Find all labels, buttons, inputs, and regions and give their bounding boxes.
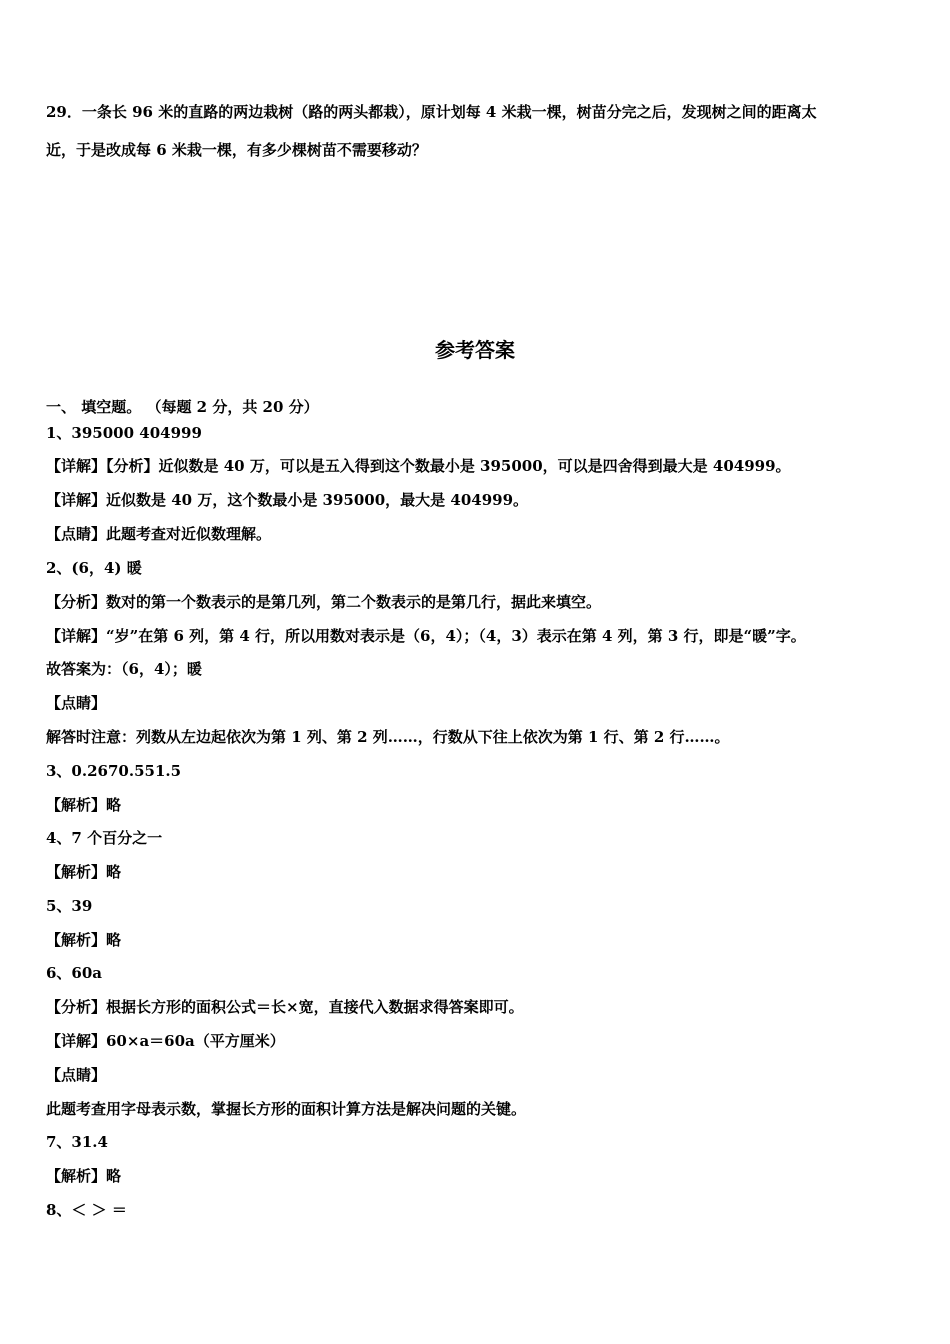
answer-line: 6、60a bbox=[46, 964, 103, 982]
answer-line: 故答案为：（6，4）；暖 bbox=[46, 660, 202, 678]
answer-line: 【解析】略 bbox=[46, 931, 122, 949]
answer-line: 3、0.2670.551.5 bbox=[46, 762, 182, 780]
answer-line: 【解析】略 bbox=[46, 863, 122, 881]
answer-line: 【解析】略 bbox=[46, 1167, 122, 1185]
answer-line: 2、(6，4) 暖 bbox=[46, 559, 142, 577]
answer-line: 此题考查用字母表示数，掌握长方形的面积计算方法是解决问题的关键。 bbox=[46, 1100, 527, 1118]
answer-line: 【点睛】 bbox=[46, 1066, 107, 1084]
answer-line: 解答时注意：列数从左边起依次为第 1 列、第 2 列……，行数从下往上依次为第 1 行、第 2 行……。 bbox=[46, 728, 730, 746]
answer-line: 1、395000 404999 bbox=[46, 424, 202, 442]
answer-line: 5、39 bbox=[46, 897, 93, 915]
section-heading: 一、 填空题。 （每题 2 分，共 20 分） bbox=[46, 398, 319, 416]
question-line: 近，于是改成每 6 米栽一棵，有多少棵树苗不需要移动？ bbox=[46, 141, 427, 159]
answer-line: 【点睛】 bbox=[46, 694, 107, 712]
answer-line: 【分析】根据长方形的面积公式＝长×宽，直接代入数据求得答案即可。 bbox=[46, 998, 524, 1016]
question-line: 29．一条长 96 米的直路的两边栽树（路的两头都栽），原计划每 4 米栽一棵，树苗分完之后，发现树之间的距离太 bbox=[46, 103, 817, 121]
answer-line: 【分析】数对的第一个数表示的是第几列，第二个数表示的是第几行，据此来填空。 bbox=[46, 593, 602, 611]
answer-line: 7、31.4 bbox=[46, 1133, 108, 1151]
answer-line: 【详解】“岁”在第 6 列，第 4 行，所以用数对表示是（6，4）；（4，3）表示在第 4 列，第 3 行，即是“暖”字。 bbox=[46, 627, 806, 645]
answer-line: 8、＜ ＞ ＝ bbox=[46, 1201, 127, 1219]
answer-line: 4、7 个百分之一 bbox=[46, 829, 163, 847]
answer-line: 【解析】略 bbox=[46, 796, 122, 814]
answer-line: 【详解】【分析】近似数是 40 万，可以是五入得到这个数最小是 395000，可以是四舍得到最大是 404999。 bbox=[46, 457, 791, 475]
answer-line: 【详解】60×a＝60a（平方厘米） bbox=[46, 1032, 285, 1050]
answer-line: 【详解】近似数是 40 万，这个数最小是 395000，最大是 404999。 bbox=[46, 491, 529, 509]
answers-heading: 参考答案 bbox=[435, 338, 515, 362]
answer-line: 【点睛】此题考查对近似数理解。 bbox=[46, 525, 272, 543]
